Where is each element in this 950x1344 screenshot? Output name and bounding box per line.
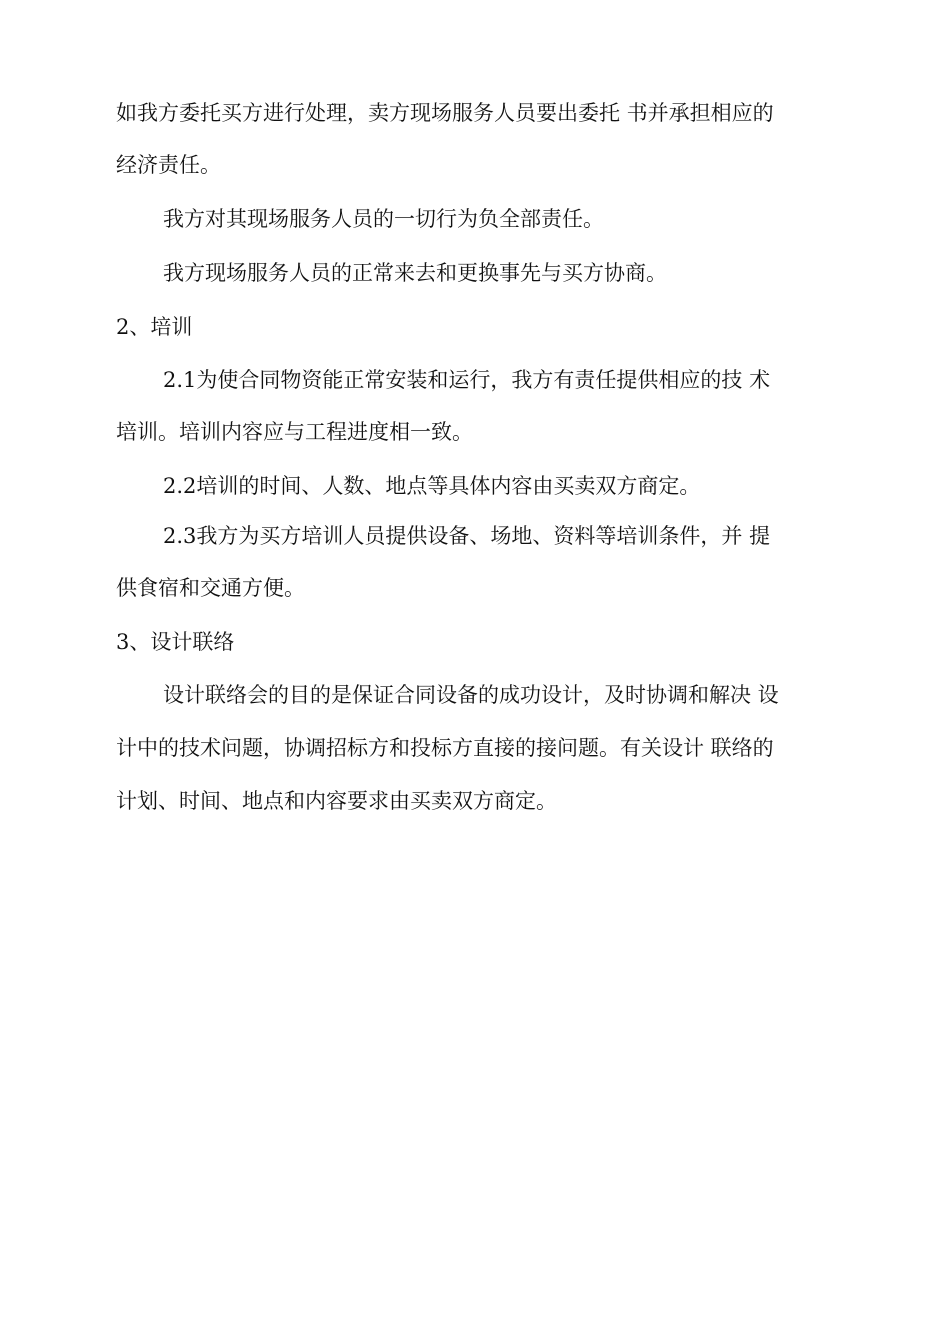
- paragraph-line: 培训。培训内容应与工程进度相一致。: [116, 420, 473, 444]
- paragraph-line: 2.3我方为买方培训人员提供设备、场地、资料等培训条件，并 提: [163, 524, 771, 548]
- paragraph-line: 2.1为使合同物资能正常安装和运行，我方有责任提供相应的技 术: [163, 368, 771, 392]
- paragraph-line: 计划、时间、地点和内容要求由买卖双方商定。: [116, 789, 557, 813]
- paragraph-line: 计中的技术问题，协调招标方和投标方直接的接问题。有关设计 联络的: [116, 736, 774, 760]
- paragraph-line: 供食宿和交通方便。: [116, 576, 305, 600]
- paragraph-line: 我方现场服务人员的正常来去和更换事先与买方协商。: [163, 261, 667, 285]
- section-heading-training: 2、培训: [116, 315, 193, 339]
- paragraph-line: 我方对其现场服务人员的一切行为负全部责任。: [163, 207, 604, 231]
- section-heading-design-liaison: 3、设计联络: [116, 630, 235, 654]
- paragraph-line: 如我方委托买方进行处理，卖方现场服务人员要出委托 书并承担相应的: [116, 101, 774, 125]
- paragraph-line: 设计联络会的目的是保证合同设备的成功设计，及时协调和解决 设: [163, 683, 779, 707]
- paragraph-line: 经济责任。: [116, 153, 221, 177]
- paragraph-line: 2.2培训的时间、人数、地点等具体内容由买卖双方商定。: [163, 474, 701, 498]
